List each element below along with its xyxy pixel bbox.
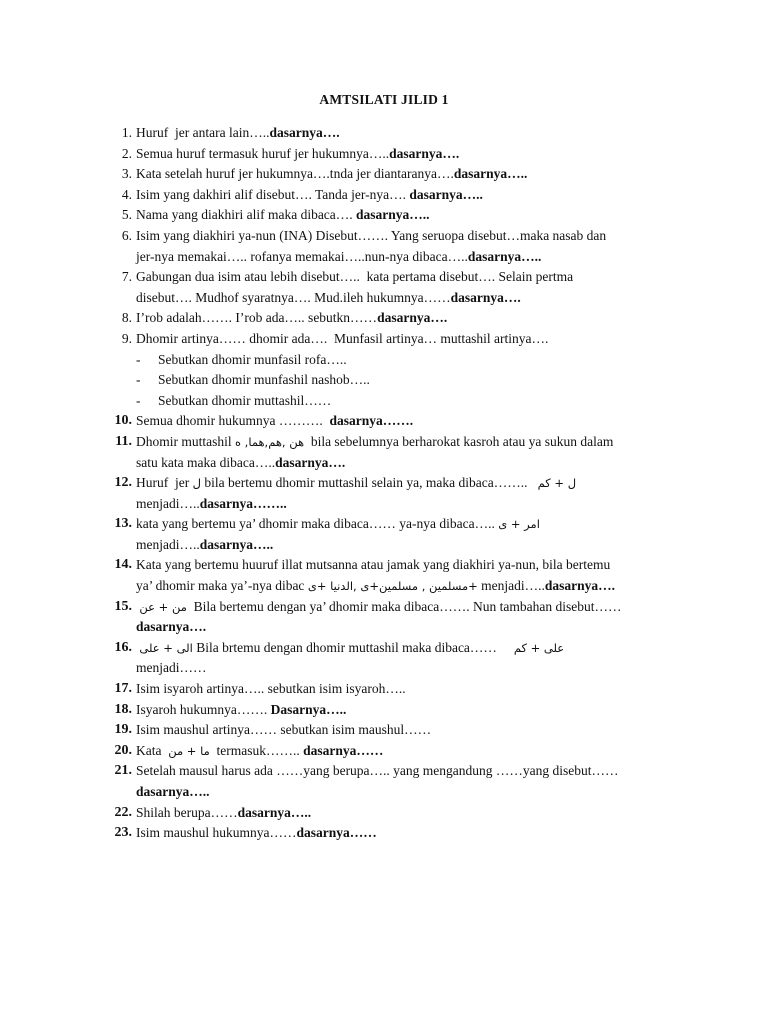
question-text: Semua huruf termasuk huruf jer hukumnya….. <box>136 145 390 161</box>
question-text: Isim maushul artinya…… sebutkan isim maushul…… <box>136 722 432 738</box>
question-text: bila bertemu dhomir muttashil selain ya, maka dibaca…….. <box>200 475 538 491</box>
question-line <box>136 432 684 453</box>
bullet-dash: - <box>136 392 141 408</box>
question-text: Dhomir muttashil <box>136 433 235 449</box>
question-line <box>136 288 684 309</box>
bold-text: dasarnya…… <box>303 742 384 758</box>
question-line <box>136 658 684 679</box>
question-text: Isim yang diakhiri ya-nun (INA) Disebut……. Yang seruopa disebut…maka nasab dan <box>136 227 607 243</box>
question-number: 12. <box>114 475 132 491</box>
arabic-text: ل + كم <box>537 476 577 491</box>
question-number: 22. <box>114 804 132 820</box>
question-number: 3. <box>121 166 132 182</box>
question-item <box>104 473 684 514</box>
question-text: menjadi….. <box>136 536 200 552</box>
question-number: 4. <box>121 186 132 202</box>
question-text: Bila bertemu dengan ya’ dhomir maka dibaca……. Nun tambahan disebut…… <box>186 598 622 614</box>
question-number: 5. <box>121 207 132 223</box>
question-text: Kata <box>136 742 169 758</box>
bold-text: dasarnya…. <box>389 145 460 161</box>
question-text: ya’ dhomir maka ya’-nya dibac <box>136 578 308 594</box>
question-number: 8. <box>121 310 132 326</box>
question-line <box>136 226 684 247</box>
question-number: 10. <box>114 413 132 429</box>
question-item <box>104 555 684 596</box>
question-item <box>104 432 684 473</box>
bold-text: dasarnya…. <box>275 454 346 470</box>
sub-list <box>136 350 684 412</box>
question-line <box>136 617 684 638</box>
question-line <box>136 741 684 762</box>
arabic-text: من + عن <box>139 599 187 614</box>
question-number: 17. <box>114 681 132 697</box>
question-number: 7. <box>121 269 132 285</box>
question-line <box>136 164 684 185</box>
question-text: disebut…. Mudhof syaratnya…. Mud.ileh hukumnya…… <box>136 289 451 305</box>
arabic-text: ل <box>192 476 201 491</box>
question-line <box>136 597 684 618</box>
question-line <box>136 535 684 556</box>
question-line <box>136 123 684 144</box>
bold-text: dasarnya…. <box>544 578 616 594</box>
question-text: Kata yang bertemu huuruf illat mutsanna atau jamak yang diakhiri ya-nun, bila bertemu <box>136 557 611 573</box>
arabic-text: ما + من <box>168 743 210 758</box>
question-text: Gabungan dua isim atau lebih disebut….. kata pertama disebut…. Selain pertma <box>136 269 574 285</box>
question-item <box>104 700 684 721</box>
question-item <box>104 226 684 267</box>
question-number: 18. <box>114 701 132 717</box>
question-item <box>104 329 684 411</box>
question-text: Isim maushul hukumnya…… <box>136 825 297 841</box>
bold-text: dasarnya….. <box>237 804 312 820</box>
question-number: 23. <box>114 825 132 841</box>
question-line <box>136 205 684 226</box>
question-text: menjadi…… <box>136 660 207 676</box>
question-text: bila sebelumnya berharokat kasroh atau ya sukun dalam <box>304 433 614 449</box>
bullet-dash: - <box>136 372 141 388</box>
bold-text: dasarnya…. <box>269 125 340 140</box>
bold-text: dasarnya….. <box>356 207 430 223</box>
question-text: Kata setelah huruf jer hukumnya….tnda jer diantaranya…. <box>136 166 454 182</box>
question-text: Isyaroh hukumnya……. <box>136 701 271 717</box>
question-item <box>104 514 684 555</box>
question-line <box>136 453 684 474</box>
question-item <box>104 144 684 165</box>
arabic-text: هن ,هم,هما, ه <box>235 434 305 449</box>
question-item <box>104 597 684 638</box>
sub-item <box>136 350 684 371</box>
question-text: Bila brtemu dengan dhomir muttashil maka dibaca…… <box>192 639 514 655</box>
arabic-text: +مسلمين , مسلمين+ى ,الدنيا +ى <box>307 579 478 594</box>
bold-text: dasarnya….. <box>136 784 210 799</box>
bold-text: dasarnya….. <box>409 186 483 202</box>
question-line <box>136 329 684 350</box>
arabic-text: على + كم <box>513 640 565 655</box>
question-item <box>104 761 684 802</box>
question-line <box>136 823 684 844</box>
bold-text: dasarnya……. <box>329 413 414 429</box>
bold-text: dasarnya…….. <box>199 495 287 511</box>
bold-text: dasarnya…. <box>450 289 521 305</box>
question-line <box>136 185 684 206</box>
question-number: 19. <box>114 722 132 738</box>
question-line <box>136 638 684 659</box>
question-text: Dhomir artinya…… dhomir ada…. Munfasil artinya… muttashil artinya…. <box>136 330 549 346</box>
arabic-text: امر + ى <box>498 517 540 532</box>
question-text: Isim yang dakhiri alif disebut…. Tanda jer-nya…. <box>136 186 410 202</box>
question-text: I’rob adalah……. I’rob ada….. sebutkn…… <box>136 310 378 326</box>
bold-text: dasarnya….. <box>453 166 528 182</box>
question-number: 15. <box>114 598 132 614</box>
question-item <box>104 164 684 185</box>
bold-text: dasarnya…. <box>136 619 207 635</box>
question-line <box>136 555 684 576</box>
sub-item <box>136 370 684 391</box>
question-text: termasuk…….. <box>209 742 304 758</box>
question-line <box>136 144 684 165</box>
question-line <box>136 720 684 741</box>
question-text: satu kata maka dibaca….. <box>136 454 276 470</box>
question-item <box>104 205 684 226</box>
question-number: 13. <box>114 516 132 532</box>
question-text: menjadi….. <box>477 578 545 594</box>
sub-item-text: Sebutkan dhomir muttashil…… <box>158 392 332 408</box>
document-title: AMTSILATI JILID 1 <box>319 92 449 107</box>
question-item <box>104 123 684 144</box>
arabic-text: الى + على <box>139 640 193 655</box>
question-text: jer-nya memakai….. rofanya memakai…..nun-nya dibaca….. <box>136 248 468 264</box>
sub-item-text: Sebutkan dhomir munfasil rofa….. <box>158 351 347 367</box>
bullet-dash: - <box>136 351 141 367</box>
question-text: Setelah mausul harus ada ……yang berupa….. yang mengandung ……yang disebut…… <box>136 763 619 779</box>
sub-item <box>136 391 684 412</box>
question-line <box>136 308 684 329</box>
question-text: Huruf jer <box>136 475 193 491</box>
question-item <box>104 720 684 741</box>
question-number: 6. <box>121 227 132 243</box>
question-line <box>136 576 684 597</box>
question-line <box>136 494 684 515</box>
question-line <box>136 761 684 782</box>
question-line <box>136 411 684 432</box>
bold-text: Dasarnya….. <box>270 701 347 717</box>
bold-text: dasarnya…. <box>377 310 448 326</box>
bold-text: dasarnya…… <box>296 825 377 841</box>
question-number: 9. <box>121 330 132 346</box>
question-line <box>136 782 684 803</box>
bold-text: dasarnya….. <box>199 536 274 552</box>
question-text: kata yang bertemu ya’ dhomir maka dibaca…… ya-nya dibaca….. <box>136 516 499 532</box>
question-line <box>136 267 684 288</box>
question-number: 14. <box>114 557 132 573</box>
question-text: Isim isyaroh artinya….. sebutkan isim isyaroh….. <box>136 681 406 697</box>
question-number: 11. <box>115 433 132 449</box>
question-number: 21. <box>114 763 132 779</box>
question-text: Semua dhomir hukumnya ………. <box>136 413 330 429</box>
question-number: 20. <box>114 742 132 758</box>
question-line <box>136 803 684 824</box>
question-text: menjadi….. <box>136 495 200 511</box>
question-number: 2. <box>121 145 132 161</box>
bold-text: dasarnya….. <box>467 248 542 264</box>
sub-item-text: Sebutkan dhomir munfashil nashob….. <box>158 372 370 388</box>
question-item <box>104 638 684 679</box>
question-item <box>104 803 684 824</box>
question-text: Shilah berupa…… <box>136 804 238 820</box>
question-text: Nama yang diakhiri alif maka dibaca…. <box>136 207 357 223</box>
question-item <box>104 823 684 844</box>
question-item <box>104 308 684 329</box>
question-item <box>104 679 684 700</box>
question-number: 1. <box>121 125 132 140</box>
question-line <box>136 514 684 535</box>
question-item <box>104 185 684 206</box>
question-item <box>104 411 684 432</box>
question-list <box>104 123 684 844</box>
question-item <box>104 741 684 762</box>
question-item <box>104 267 684 308</box>
question-number: 16. <box>114 639 132 655</box>
question-line <box>136 679 684 700</box>
question-line <box>136 700 684 721</box>
question-line <box>136 247 684 268</box>
question-text: Huruf jer antara lain….. <box>136 125 270 140</box>
question-line <box>136 473 684 494</box>
